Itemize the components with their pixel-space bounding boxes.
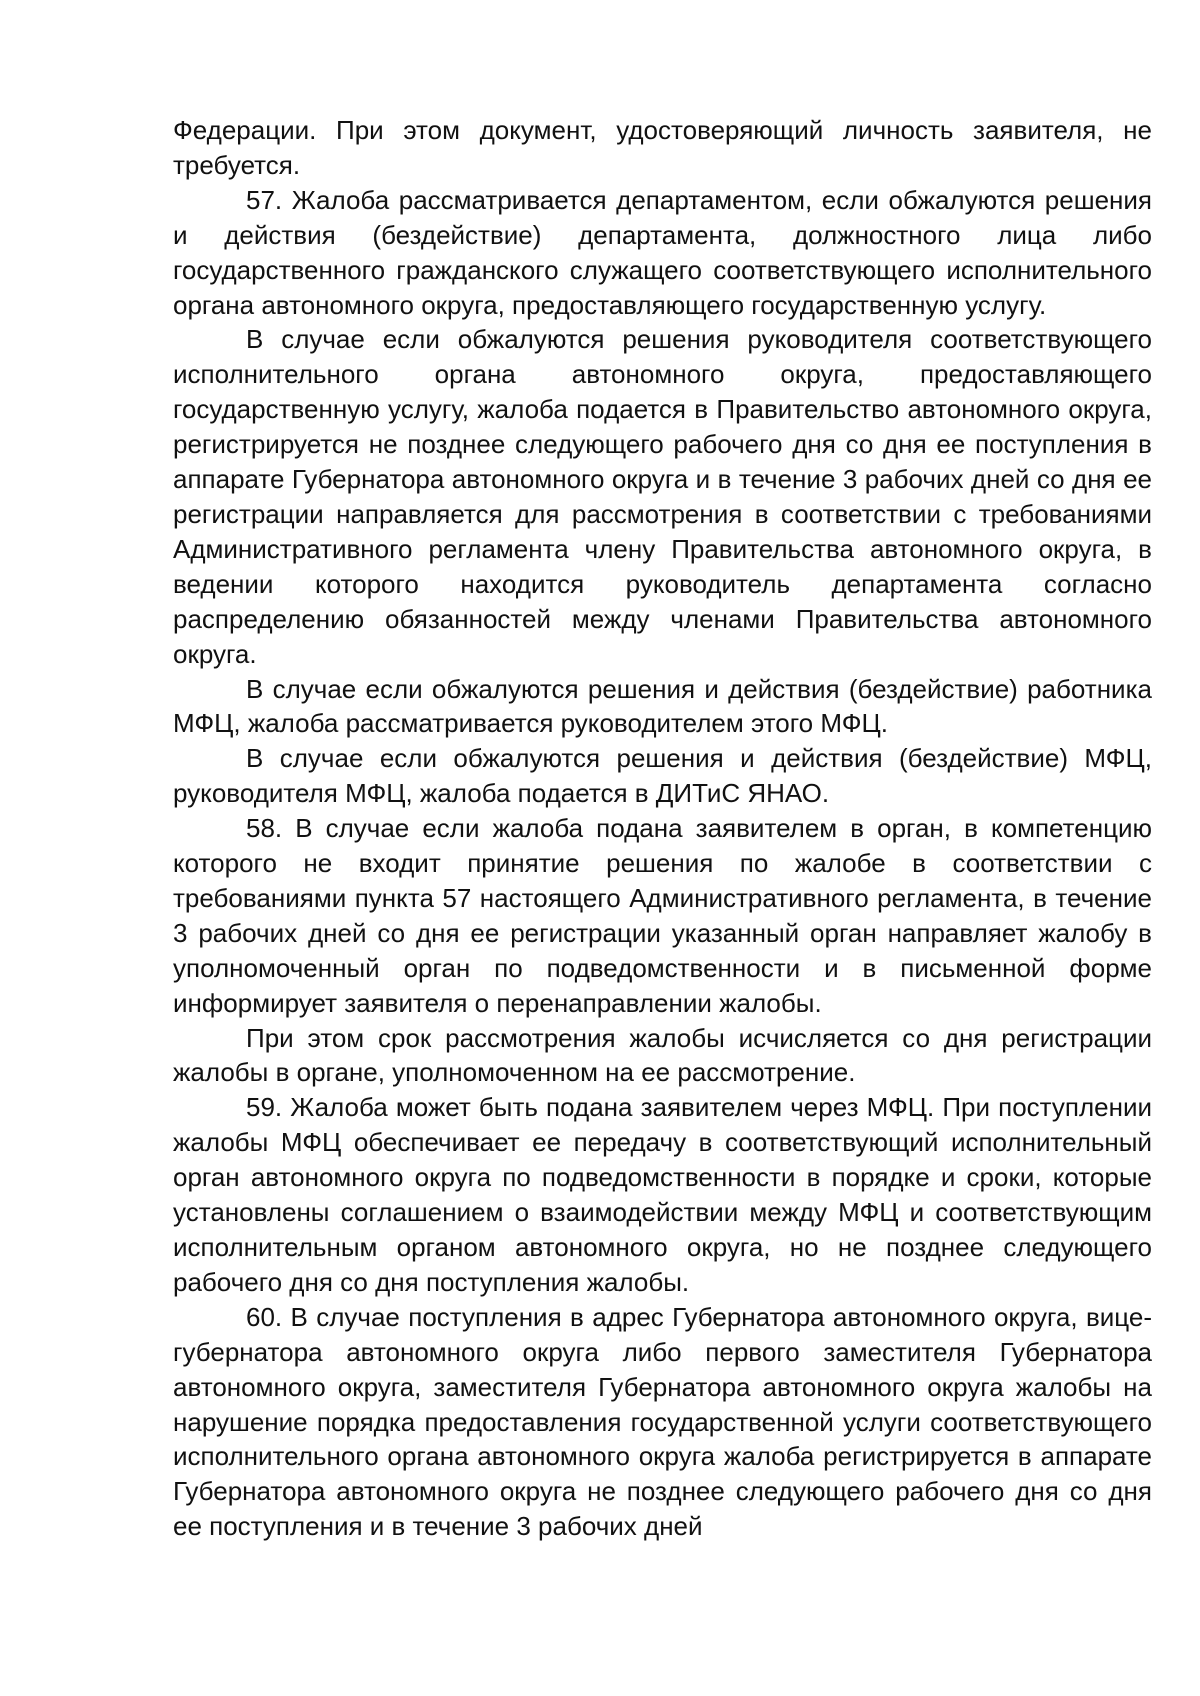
paragraph-3: В случае если обжалуются решения руководителя соответствующего исполнительного органа автономного округа, предоставляющего государственную услугу, жалоба подается в Правительство автономного округа, регистрируется не позднее следующего рабочего дня со дня ее поступления в аппарате Губернатора автономного округа и в течение 3 рабочих дней со дня ее регистрации направляется для рассмотрения в соответствии с требованиями Административного регламента члену Правительства автономного округа, в ведении которого находится руководитель департамента согласно распределению обязанностей между членами Правительства автономного округа.: [173, 324, 1152, 669]
paragraph-1: Федерации. При этом документ, удостоверяющий личность заявителя, не требуется.: [173, 115, 1152, 180]
paragraph-7: При этом срок рассмотрения жалобы исчисляется со дня регистрации жалобы в органе, уполномоченном на ее рассмотрение.: [173, 1022, 1152, 1088]
paragraph-9: 60. В случае поступления в адрес Губернатора автономного округа, вице-губернатора автономного округа либо первого заместителя Губернатора автономного округа, заместителя Губернатора автономного округа жалобы на нарушение порядка предоставления государственной услуги соответствующего исполнительного органа автономного округа жалоба регистрируется в аппарате Губернатора автономного округа не позднее следующего рабочего дня со дня ее поступления и в течение 3 рабочих дней: [173, 1301, 1152, 1542]
paragraph-2: 57. Жалоба рассматривается департаментом, если обжалуются решения и действия (бездействие) департамента, должностного лица либо государственного гражданского служащего соответствующего исполнительного органа автономного округа, предоставляющего государственную услугу.: [173, 184, 1152, 320]
document-page: [173, 113, 1152, 1544]
paragraph-8: 59. Жалоба может быть подана заявителем через МФЦ. При поступлении жалобы МФЦ обеспечивает ее передачу в соответствующий исполнительный орган автономного округа по подведомственности в порядке и сроки, которые установлены соглашением о взаимодействии между МФЦ и соответствующим исполнительным органом автономного округа, но не позднее следующего рабочего дня со дня поступления жалобы.: [173, 1092, 1152, 1297]
paragraph-5: В случае если обжалуются решения и действия (бездействие) МФЦ, руководителя МФЦ, жалоба подается в ДИТиС ЯНАО.: [173, 743, 1152, 809]
paragraph-6: 58. В случае если жалоба подана заявителем в орган, в компетенцию которого не входит принятие решения по жалобе в соответствии с требованиями пункта 57 настоящего Административного регламента, в течение 3 рабочих дней со дня ее регистрации указанный орган направляет жалобу в уполномоченный орган по подведомственности и в письменной форме информирует заявителя о перенаправлении жалобы.: [173, 813, 1152, 1018]
paragraph-4: В случае если обжалуются решения и действия (бездействие) работника МФЦ, жалоба рассматривается руководителем этого МФЦ.: [173, 673, 1152, 739]
